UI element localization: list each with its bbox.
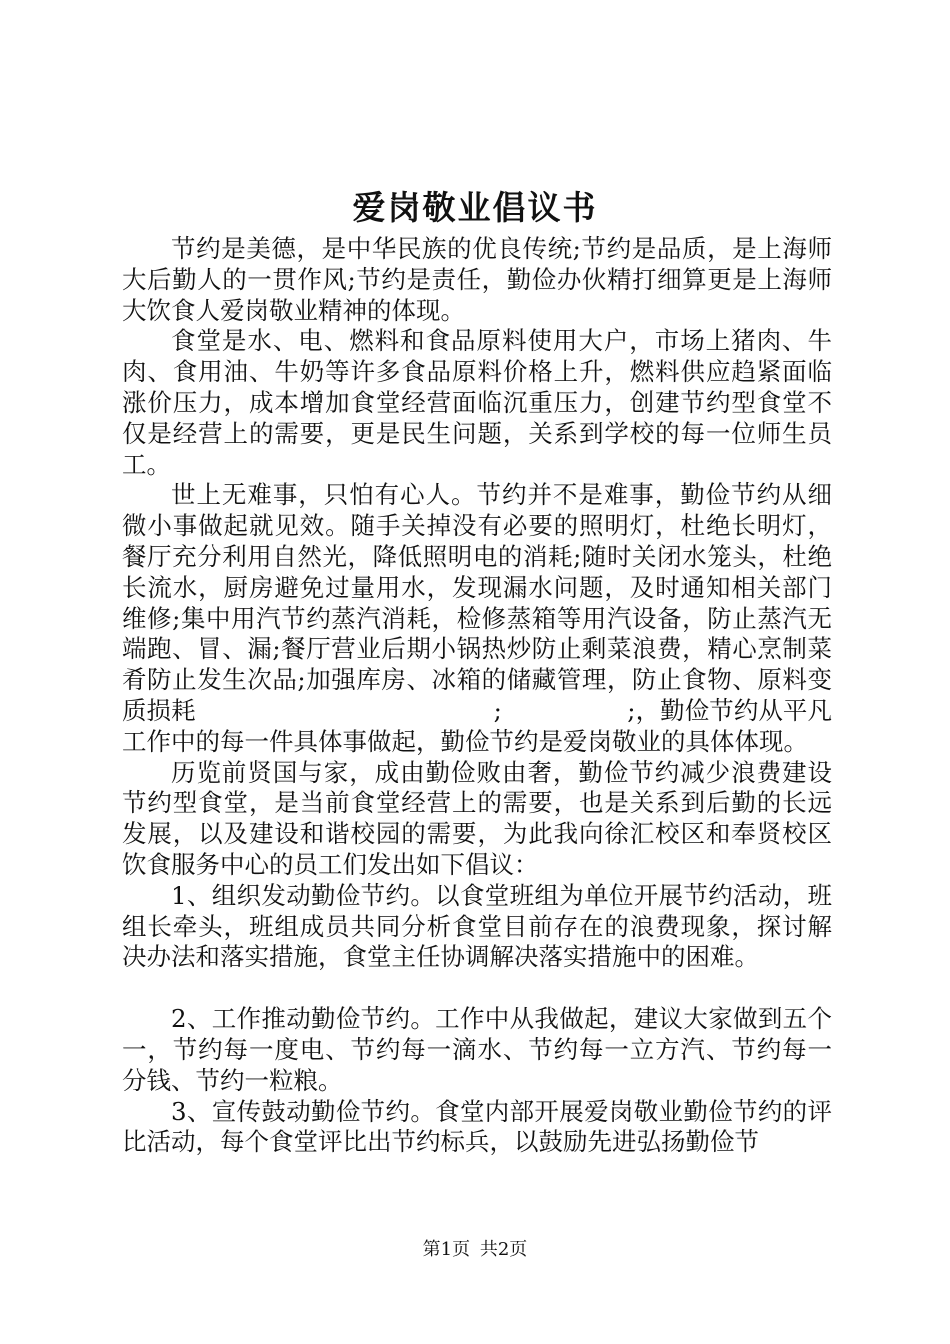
document-title: 爱岗敬业倡议书: [352, 188, 598, 227]
page-total: 共2页: [479, 1239, 528, 1260]
page-number: 第1页: [422, 1239, 471, 1260]
page-footer: [0, 1238, 950, 1262]
paragraph-intro: 节约是美德，是中华民族的优良传统;节约是品质，是上海师大后勤人的一贯作风;节约是责任，勤俭办伙精打细算更是上海师大饮食人爱岗敬业精神的体现。: [122, 234, 832, 325]
paragraph-item-1: 1、组织发动勤俭节约。以食堂班组为单位开展节约活动，班组长牵头，班组成员共同分析食堂目前存在的浪费现象，探讨解决办法和落实措施，食堂主任协调解决落实措施中的困难。: [122, 880, 832, 972]
paragraph-proposal: 历览前贤国与家，成由勤俭败由奢，勤俭节约减少浪费建设节约型食堂，是当前食堂经营上的需要，也是关系到后勤的长远发展，以及建设和谐校园的需要，为此我向徐汇校区和奉贤校区饮食服务中心的员工们发出如下倡议：: [122, 757, 832, 879]
paragraph-practices: 世上无难事，只怕有心人。节约并不是难事，勤俭节约从细微小事做起就见效。随手关掉没有必要的照明灯，杜绝长明灯，餐厅充分利用自然光，降低照明电的消耗;随时关闭水笼头，杜绝长流水，厨房避免过量用水，发现漏水问题，及时通知相关部门维修;集中用汽节约蒸汽消耗，检修蒸箱等用汽设备，防止蒸汽无端跑、冒、漏;餐厅营业后期小锅热炒防止剩菜浪费，精心烹制菜肴防止发生次品;加强库房、冰箱的储藏管理，防止食物、原料变质损耗 ; ;，勤俭节约从平凡工作中的每一件具体事做起，勤俭节约是爱岗敬业的具体体现。: [122, 480, 832, 756]
paragraph-item-3: 3、宣传鼓动勤俭节约。食堂内部开展爱岗敬业勤俭节约的评比活动，每个食堂评比出节约标兵，以鼓励先进弘扬勤俭节: [122, 1096, 832, 1157]
paragraph-item-2: 2、工作推动勤俭节约。工作中从我做起，建议大家做到五个一，节约每一度电、节约每一滴水、节约每一立方汽、节约每一分钱、节约一粒粮。: [122, 1004, 832, 1095]
paragraph-canteen: 食堂是水、电、燃料和食品原料使用大户，市场上猪肉、牛肉、食用油、牛奶等许多食品原料价格上升，燃料供应趋紧面临涨价压力，成本增加食堂经营面临沉重压力，创建节约型食堂不仅是经营上的需要，更是民生问题，关系到学校的每一位师生员工。: [122, 326, 832, 479]
document-body: [122, 234, 832, 1158]
